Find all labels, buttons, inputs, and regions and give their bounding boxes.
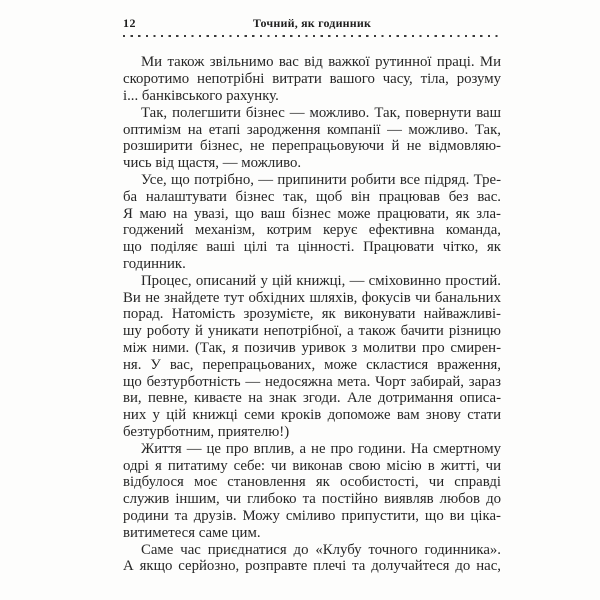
paragraph <box>123 273 501 441</box>
text-line: і... банківського рахунку. <box>123 87 279 104</box>
text-column <box>123 0 501 575</box>
text-line: порад. Натомість зрозумієте, як виконувати найважливі- <box>123 306 501 323</box>
text-line: А якщо серйозно, розправте плечі та долучайтеся до нас, <box>123 558 501 575</box>
paragraph <box>123 441 501 542</box>
text-line: Ви не знайдете тут обхідних шляхів, фокусів чи банальних <box>123 289 501 306</box>
text-line: родини та друзів. Можу сміливо припустити, що ви ціка- <box>123 507 501 524</box>
text-line: Життя — це про вплив, а не про години. На смертному <box>141 440 501 457</box>
page-number: 12 <box>123 16 136 30</box>
text-line: оптимізм на етапі зародження компанії — можливо. Так, <box>123 121 501 138</box>
text-line: відбулося моє становлення як особистості, чи справді <box>123 474 501 491</box>
text-line: чись від щастя, — можливо. <box>123 155 302 172</box>
text-line: них у цій книжці семи кроків допоможе вам знову стати <box>123 407 501 424</box>
text-line: що безтурботність — недосяжна мета. Чорт забирай, зараз <box>123 373 501 390</box>
running-header-title: Точний, як годинник <box>252 16 372 30</box>
text-line: Саме час приєднатися до «Клубу точного годинника». <box>141 541 501 558</box>
text-line: Ми також звільнимо вас від важкої рутинної праці. Ми <box>141 54 501 71</box>
text-line: що поділяє ваші цілі та цінності. Працювати чітко, як <box>123 239 501 256</box>
paragraph <box>123 54 501 104</box>
text-line: розширити бізнес, не перепрацьовуючи й не відмовляю- <box>123 138 501 155</box>
text-line: ви, певне, киваєте на знак згоди. Але дотримання описа- <box>123 390 501 407</box>
text-line: ба налаштувати бізнес так, щоб він працював без вас. <box>123 188 501 205</box>
paragraph <box>123 105 501 172</box>
text-line: між ними. (Так, я позичив уривок з молитви про смирен- <box>123 339 501 356</box>
dotted-rule <box>123 35 501 37</box>
text-line: Процес, описаний у цій книжці, — сміховинно простий. <box>141 272 501 289</box>
text-line: Я маю на увазі, що ваш бізнес може працювати, як зла- <box>123 205 501 222</box>
text-line: Так, полегшити бізнес — можливо. Так, повернути ваш <box>141 104 501 121</box>
text-line: скоротимо непотрібні витрати вашого часу, тіла, розуму <box>123 71 501 88</box>
text-line: безтурботним, приятелю!) <box>123 423 290 440</box>
text-line: витиметеся саме цим. <box>123 524 261 541</box>
text-line: одрі я питатиму себе: чи виконав свою місію в житті, чи <box>123 457 501 474</box>
text-line: шу роботу й уникати непотрібної, а також бачити різницю <box>123 323 501 340</box>
body-text <box>123 54 501 575</box>
text-line: служив іншим, чи глибоко та постійно виявляв любов до <box>123 491 501 508</box>
text-line: годинник. <box>123 255 186 272</box>
paragraph <box>123 542 501 576</box>
text-line: Усе, що потрібно, — припинити робити все підряд. Тре- <box>141 171 501 188</box>
text-line: годжений механізм, котрим керує ефективна команда, <box>123 222 501 239</box>
text-line: ня. У вас, перепрацьованих, може скластися враження, <box>123 356 501 373</box>
paragraph <box>123 172 501 273</box>
running-header <box>123 0 501 30</box>
